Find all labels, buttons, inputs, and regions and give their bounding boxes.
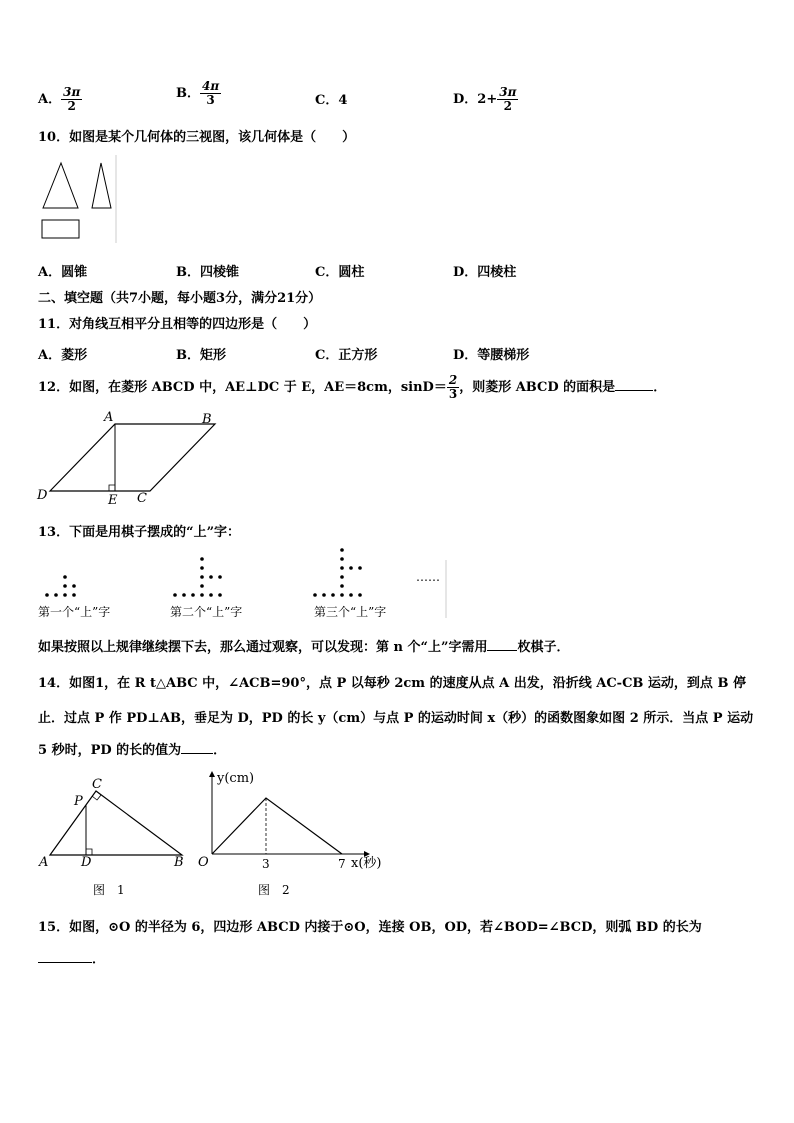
chess-piece-dot xyxy=(63,575,67,579)
chess-piece-dot xyxy=(54,593,58,597)
caption-2: 第二个“上”字 xyxy=(170,605,243,619)
chess-piece-dot xyxy=(72,593,76,597)
q12-frac-denominator: 3 xyxy=(448,387,458,401)
chess-piece-dot xyxy=(191,593,195,597)
q14-figure-2 xyxy=(192,768,392,900)
caption-1: 第一个“上”字 xyxy=(38,605,111,619)
q9-b-denominator: 3 xyxy=(206,93,215,107)
q10-three-view-figure xyxy=(36,155,120,245)
q9-option-d: D．2+ $\frac{3\pi}{2}$ xyxy=(453,85,517,113)
q9-d-denominator: 2 xyxy=(503,99,512,113)
y-axis-label: y(cm) xyxy=(217,771,255,786)
chess-piece-dot xyxy=(218,593,222,597)
right-angle-mark xyxy=(109,485,115,491)
q10-option-a: A．圆锥 xyxy=(38,265,88,280)
chess-piece-dot xyxy=(72,584,76,588)
q10-stem: 10．如图是某个几何体的三视图，该几何体是（ ） xyxy=(38,130,356,145)
q11-option-d: D．等腰梯形 xyxy=(453,348,530,363)
q9-a-numerator: 3π xyxy=(63,85,81,99)
q14-answer-blank xyxy=(181,741,213,754)
chess-piece-dot xyxy=(340,575,344,579)
q9-option-b: B． $\frac{4\pi}{3}$ xyxy=(176,79,220,107)
side-view-triangle xyxy=(92,163,111,208)
q9-option-c: C．4 xyxy=(315,93,348,108)
x-tick-7: 7 xyxy=(338,857,346,871)
q13-chess-pattern-figure xyxy=(36,548,450,622)
chess-piece-dot xyxy=(200,584,204,588)
chess-piece-dot xyxy=(322,593,326,597)
label-b: B xyxy=(174,855,184,870)
y-axis-arrow xyxy=(209,771,215,777)
label-c: C xyxy=(137,491,147,506)
chess-piece-dot xyxy=(173,593,177,597)
chess-piece-dot xyxy=(340,566,344,570)
chess-piece-dot xyxy=(340,593,344,597)
chess-piece-dot xyxy=(200,566,204,570)
q12-frac-numerator: 2 xyxy=(448,373,458,387)
q9-a-denominator: 2 xyxy=(67,99,76,113)
label-a: A xyxy=(104,410,114,425)
q9-option-a: A． $\frac{3\pi}{2}$ xyxy=(38,85,81,113)
chess-piece-dot xyxy=(349,593,353,597)
q11-option-c: C．正方形 xyxy=(315,348,378,363)
x-tick-3: 3 xyxy=(262,857,270,871)
origin-label: O xyxy=(198,855,209,870)
triangle-abc xyxy=(50,791,182,855)
q11-option-b: B．矩形 xyxy=(176,348,226,363)
q15-answer-blank xyxy=(38,950,92,963)
chess-piece-dot xyxy=(218,575,222,579)
top-view-rectangle xyxy=(42,220,79,238)
chess-piece-dot xyxy=(313,593,317,597)
chess-piece-dot xyxy=(200,575,204,579)
q14-line-3: 5 秒时，PD 的长的值为 ． xyxy=(38,743,227,758)
x-axis-label: x(秒) xyxy=(351,856,382,871)
q10-option-d: D．四棱柱 xyxy=(453,265,517,280)
label-a: A xyxy=(39,855,49,870)
q13-stem: 13．下面是用棋子摆成的“上”字： xyxy=(38,525,241,540)
q15-line-2: ． xyxy=(38,948,105,967)
q11-option-a: A．菱形 xyxy=(38,348,88,363)
ellipsis: …… xyxy=(416,570,440,584)
q11-stem: 11．对角线互相平分且相等的四边形是（ ） xyxy=(38,317,317,332)
chess-piece-dot xyxy=(358,566,362,570)
q12-answer-blank xyxy=(615,378,653,391)
caption: 图 1 xyxy=(93,883,125,897)
chess-piece-dot xyxy=(209,593,213,597)
label-d: D xyxy=(37,488,48,503)
q10-option-b: B．四棱锥 xyxy=(176,265,239,280)
chess-piece-dot xyxy=(209,575,213,579)
q15-line-1: 15．如图，⊙O 的半径为 6，四边形 ABCD 内接于⊙O，连接 OB，OD，若∠BOD=∠BCD，则弧 BD 的长为 xyxy=(38,920,702,935)
chess-piece-dot xyxy=(349,566,353,570)
caption-3: 第三个“上”字 xyxy=(314,605,387,619)
q14-line-1: 14．如图1，在 R t△ABC 中，∠ACB=90°，点 P 以每秒 2cm 的速度从点 A 出发，沿折线 AC-CB 运动，到点 B 停 xyxy=(38,676,746,691)
q13-answer-blank xyxy=(487,638,517,651)
label-p: P xyxy=(74,794,83,809)
label-b: B xyxy=(202,412,212,427)
chess-piece-dot xyxy=(340,584,344,588)
chess-piece-dot xyxy=(340,557,344,561)
function-graph xyxy=(212,798,342,854)
chess-piece-dot xyxy=(340,548,344,552)
label-c: C xyxy=(92,777,102,792)
rhombus-abcd xyxy=(50,424,215,491)
section-2-heading: 二、填空题（共7小题，每小题3分，满分21分） xyxy=(38,291,322,306)
q12-stem: 12．如图，在菱形 ABCD 中，AE⊥DC 于 E，AE＝8cm，sinD＝ $\frac{2}{3}$ ，则菱形 ABCD 的面积是 ． xyxy=(38,373,667,401)
chess-piece-dot xyxy=(331,593,335,597)
chess-piece-dot xyxy=(200,557,204,561)
label-e: E xyxy=(108,493,118,508)
chess-piece-dot xyxy=(63,593,67,597)
q12-rhombus-figure xyxy=(34,408,224,508)
chess-piece-dot xyxy=(358,593,362,597)
chess-piece-dot xyxy=(182,593,186,597)
q14-figure-1 xyxy=(36,768,196,900)
front-view-triangle xyxy=(43,163,78,208)
chess-piece-dot xyxy=(63,584,67,588)
chess-piece-dot xyxy=(200,593,204,597)
q9-d-numerator: 3π xyxy=(499,85,517,99)
q9-b-numerator: 4π xyxy=(202,79,220,93)
label-d: D xyxy=(81,855,92,870)
q14-line-2: 止．过点 P 作 PD⊥AB，垂足为 D，PD 的长 y（cm）与点 P 的运动时间 x（秒）的函数图象如图 2 所示．当点 P 运动 xyxy=(38,711,754,726)
q13-question: 如果按照以上规律继续摆下去，那么通过观察，可以发现：第 n 个“上”字需用 枚棋子． xyxy=(38,640,570,655)
q10-option-c: C．圆柱 xyxy=(315,265,365,280)
chess-piece-dot xyxy=(45,593,49,597)
caption: 图 2 xyxy=(258,883,290,897)
